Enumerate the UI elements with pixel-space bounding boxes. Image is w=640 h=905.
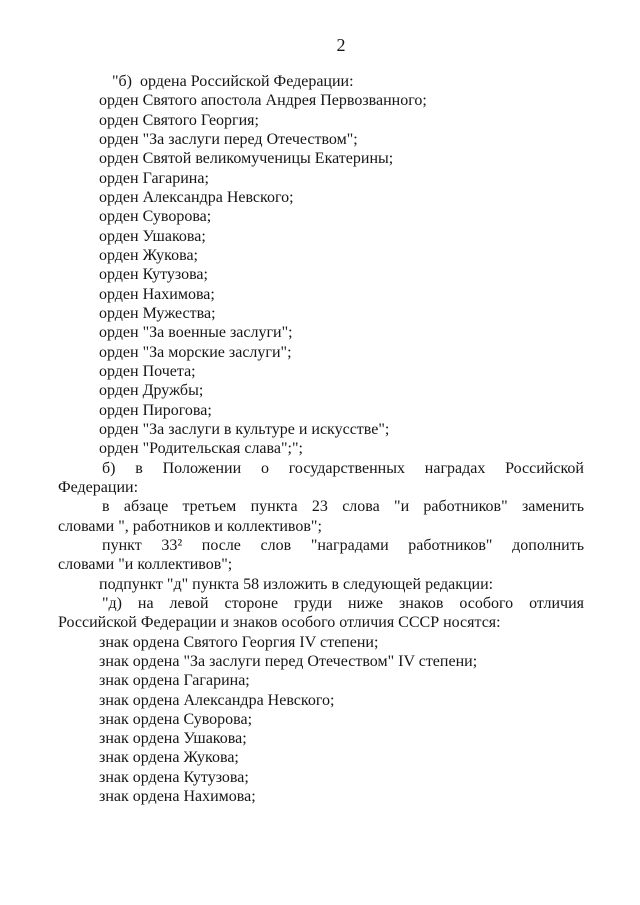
document-line: орден Пирогова; <box>99 401 212 419</box>
document-line: в абзаце третьем пункта 23 слова "и работников" заменить <box>102 498 584 516</box>
page-number <box>0 35 640 55</box>
document-line: знак ордена Нахимова; <box>99 788 256 806</box>
document-body <box>58 72 584 806</box>
document-line: орден "За заслуги перед Отечеством"; <box>99 130 358 148</box>
document-line: орден "За заслуги в культуре и искусстве"; <box>99 420 390 438</box>
document-line: орден Святого Георгия; <box>99 111 259 129</box>
document-line: знак ордена Гагарина; <box>99 672 250 690</box>
document-line: орден "За военные заслуги"; <box>99 324 293 342</box>
document-line: орден Суворова; <box>99 208 212 226</box>
document-line: орден Дружбы; <box>99 382 204 400</box>
document-line: орден Святой великомученицы Екатерины; <box>99 150 394 168</box>
document-line: орден Мужества; <box>99 304 216 322</box>
document-line: орден Почета; <box>99 362 196 380</box>
document-line: Федерации: <box>58 478 139 496</box>
document-line: словами ", работников и коллективов"; <box>58 517 322 535</box>
document-line: словами "и коллективов"; <box>58 556 233 574</box>
document-line: пункт 33² после слов "наградами работников" дополнить <box>102 536 584 554</box>
document-line: орден Кутузова; <box>99 266 208 284</box>
document-line: Российской Федерации и знаков особого отличия СССР носятся: <box>58 614 501 632</box>
document-line: знак ордена Ушакова; <box>99 730 247 748</box>
document-line: знак ордена Жукова; <box>99 749 239 767</box>
document-line: орден Ушакова; <box>99 227 206 245</box>
document-line: б) в Положении о государственных наградах Российской <box>102 459 584 477</box>
document-line: "д) на левой стороне груди ниже знаков особого отличия <box>102 594 584 612</box>
document-line: знак ордена Александра Невского; <box>99 691 335 709</box>
document-line: знак ордена Суворова; <box>99 710 253 728</box>
document-line: подпункт "д" пункта 58 изложить в следующей редакции: <box>99 575 494 593</box>
page-number-value: 2 <box>336 35 346 55</box>
document-line: орден Александра Невского; <box>99 188 294 206</box>
document-line: орден Нахимова; <box>99 285 215 303</box>
document-line: знак ордена Кутузова; <box>99 768 249 786</box>
document-line: знак ордена "За заслуги перед Отечеством" IV степени; <box>99 652 478 670</box>
document-line: знак ордена Святого Георгия IV степени; <box>99 633 379 651</box>
document-line: орден "Родительская слава";"; <box>99 440 303 458</box>
document-line: орден Святого апостола Андрея Первозванного; <box>99 92 427 110</box>
document-line: орден Жукова; <box>99 246 198 264</box>
document-line: орден Гагарина; <box>99 169 209 187</box>
document-line: "б) ордена Российской Федерации: <box>112 73 354 90</box>
document-line: орден "За морские заслуги"; <box>99 343 292 361</box>
